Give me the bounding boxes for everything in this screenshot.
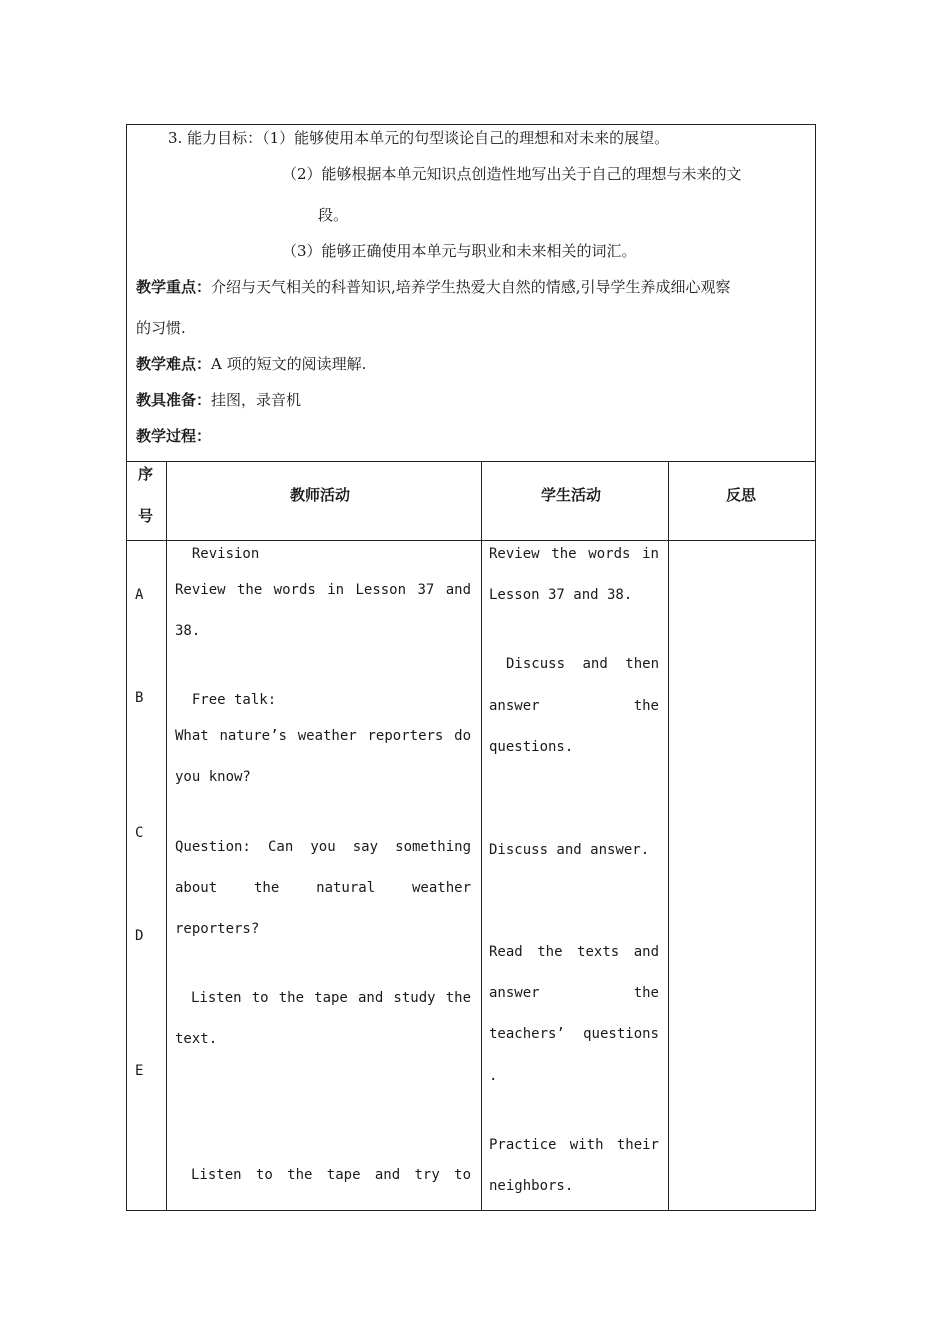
student-line: answer the [489, 698, 659, 714]
col-divider-student [668, 461, 669, 1210]
student-line: . [489, 1068, 498, 1084]
key-points-line2: 的习惯. [136, 319, 186, 337]
student-line: neighbors. [489, 1178, 574, 1194]
teacher-line: What nature’s weather reporters do [175, 728, 471, 744]
header-student-activity: 学生活动 [541, 486, 602, 504]
materials-text: 挂图，录音机 [211, 391, 302, 409]
student-line: Read the texts and [489, 944, 659, 960]
teacher-line: Revision [175, 546, 260, 562]
key-points-text: 介绍与天气相关的科普知识,培养学生热爱大自然的情感,引导学生养成细心观察 [211, 278, 731, 296]
teacher-line: text. [175, 1031, 218, 1047]
teacher-line: you know? [175, 769, 251, 785]
objective-item-1: （1）能够使用本单元的句型谈论自己的理想和对未来的展望。 [262, 129, 670, 147]
key-points-label: 教学重点： [136, 278, 212, 296]
header-seq-char1: 序 [138, 465, 154, 483]
teacher-line: Review the words in Lesson 37 and [175, 582, 471, 598]
seq-letter: E [135, 1063, 144, 1079]
difficulties-label: 教学难点： [136, 355, 212, 373]
header-top-rule [127, 461, 815, 462]
seq-letter: A [135, 587, 144, 603]
seq-letter: C [135, 825, 144, 841]
teacher-line: Listen to the tape and study the [191, 990, 471, 1006]
ability-objective-prefix: 3. 能力目标： [168, 129, 263, 147]
teacher-line: Listen to the tape and try to [191, 1167, 471, 1183]
difficulties-line [136, 354, 366, 374]
header-bottom-rule [127, 540, 815, 541]
teacher-line: about the natural weather [175, 880, 471, 896]
seq-letter: B [135, 690, 144, 706]
student-line: teachers’ questions [489, 1026, 659, 1042]
ability-objective-line [168, 128, 669, 148]
teacher-line: 38. [175, 623, 201, 639]
student-line: Discuss and answer. [489, 842, 650, 858]
student-line: Review the words in [489, 546, 659, 562]
objective-item-2-line2: 段。 [318, 206, 349, 224]
student-line: Discuss and then [506, 656, 659, 672]
student-line: answer the [489, 985, 659, 1001]
process-line [136, 426, 211, 446]
materials-line [136, 390, 301, 410]
teacher-line: Free talk: [175, 692, 277, 708]
header-reflection: 反思 [726, 486, 757, 504]
col-divider-teacher [481, 461, 482, 1210]
objective-item-3: （3）能够正确使用本单元与职业和未来相关的词汇。 [282, 242, 637, 260]
header-seq-char2: 号 [138, 507, 154, 525]
difficulties-text: A 项的短文的阅读理解. [211, 355, 367, 373]
student-line: questions. [489, 739, 574, 755]
col-divider-seq [166, 461, 167, 1210]
seq-letter: D [135, 928, 144, 944]
objective-item-2-line1: （2）能够根据本单元知识点创造性地写出关于自己的理想与未来的文 [282, 165, 742, 183]
materials-label: 教具准备： [136, 391, 212, 409]
header-teacher-activity: 教师活动 [290, 486, 351, 504]
student-line: Lesson 37 and 38. [489, 587, 633, 603]
teacher-line: Question: Can you say something [175, 839, 471, 855]
process-label: 教学过程： [136, 427, 212, 445]
teacher-line: reporters? [175, 921, 260, 937]
student-line: Practice with their [489, 1137, 659, 1153]
key-points-line1 [136, 277, 731, 297]
